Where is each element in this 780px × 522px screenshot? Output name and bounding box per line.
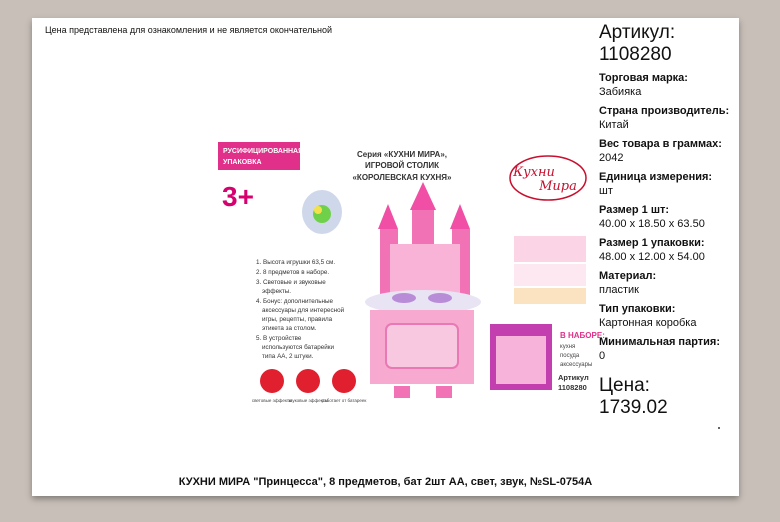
spec-key: Единица измерения: <box>599 171 713 183</box>
spec-key: Торговая марка: <box>599 72 688 84</box>
icon-label: световые эффекты <box>251 398 293 403</box>
article-label: Артикул: <box>599 22 676 43</box>
feature-line: этикета за столом. <box>262 325 317 332</box>
sound-effects-icon <box>296 369 320 393</box>
spec-item-size <box>599 203 739 231</box>
features-list <box>256 259 345 360</box>
series-line3: «КОРОЛЕВСКАЯ КУХНЯ» <box>352 173 452 182</box>
spec-key: Размер 1 упаковки: <box>599 237 705 249</box>
set-item: кухня <box>560 344 576 350</box>
spec-value: Забияка <box>599 86 642 98</box>
spec-value: Китай <box>599 119 629 131</box>
feature-line: 3. Световые и звуковые <box>256 279 326 286</box>
battery-icon <box>332 369 356 393</box>
feature-line: игры, рецепты, правила <box>262 316 333 323</box>
feature-line: используются батарейки <box>262 344 334 351</box>
spec-unit <box>599 170 739 198</box>
kitchen-toy <box>365 182 481 398</box>
spec-material <box>599 269 739 297</box>
spec-value: пластик <box>599 284 639 296</box>
box-article-value: 1108280 <box>558 383 587 392</box>
set-item: аксессуары <box>560 362 593 368</box>
spec-package-type <box>599 302 739 330</box>
spec-key: Минимальная партия: <box>599 336 720 348</box>
feature-line: 1. Высота игрушки 63,5 см. <box>256 259 336 266</box>
age-label: 3+ <box>222 181 254 212</box>
badge-line1: РУСИФИЦИРОВАННАЯ <box>223 148 304 155</box>
spec-min-batch <box>599 335 739 363</box>
feature-line: 5. В устройстве <box>256 335 302 342</box>
spec-value: Картонная коробка <box>599 317 697 329</box>
spec-key: Материал: <box>599 270 657 282</box>
logo-line1: Кухни <box>513 165 555 180</box>
spec-key: Тип упаковки: <box>599 303 676 315</box>
icon-label: звуковые эффекты <box>287 398 329 403</box>
series-line1: Серия «КУХНИ МИРА», <box>356 150 448 159</box>
feature-icons <box>252 369 367 403</box>
spec-value: шт <box>599 185 613 197</box>
product-caption: КУХНИ МИРА "Принцесса", 8 предметов, бат 2шт AA, свет, звук, №SL-0754A <box>178 476 593 488</box>
product-image <box>218 124 605 414</box>
spec-package-size <box>599 236 739 264</box>
light-effects-icon <box>260 369 284 393</box>
spec-key: Страна производитель: <box>599 105 730 117</box>
spec-value: 2042 <box>599 152 624 164</box>
icon-label: работает от батареек <box>321 398 367 403</box>
badge-line2: УПАКОВКА <box>223 159 262 166</box>
kuhni-mira-logo <box>510 156 586 200</box>
logo-line2: Мира <box>539 179 577 194</box>
feature-line: типа АА, 2 штуки. <box>262 353 314 360</box>
set-title: В НАБОРЕ: <box>560 331 605 340</box>
set-item: посуда <box>560 353 580 359</box>
spec-value: 0 <box>599 350 606 362</box>
disclaimer-text: Цена представлена для ознакомления и не является окончательной <box>45 25 333 35</box>
accessories-grid <box>514 236 586 304</box>
spec-brand <box>599 71 739 99</box>
stray-dot <box>718 427 720 429</box>
feature-line: эффекты. <box>262 288 292 295</box>
spec-value: 40.00 x 18.50 x 63.50 <box>599 218 705 230</box>
spec-key: Размер 1 шт: <box>599 204 670 216</box>
price-value: 1739.02 <box>599 397 668 418</box>
spec-weight <box>599 137 739 165</box>
feature-line: 2. 8 предметов в наборе. <box>256 269 330 276</box>
article-value: 1108280 <box>599 44 672 65</box>
product-sheet <box>32 18 739 496</box>
specs-panel <box>599 22 739 419</box>
series-line2: ИГРОВОЙ СТОЛИК <box>364 161 440 170</box>
box-article-label: Артикул <box>558 373 589 382</box>
feature-line: аксессуары для интересной <box>262 307 345 314</box>
feature-line: 4. Бонус: дополнительные <box>256 298 334 305</box>
price-label: Цена: <box>599 375 650 396</box>
spec-value: 48.00 x 12.00 x 54.00 <box>599 251 705 263</box>
spec-country <box>599 104 739 132</box>
spec-key: Вес товара в граммах: <box>599 138 722 150</box>
